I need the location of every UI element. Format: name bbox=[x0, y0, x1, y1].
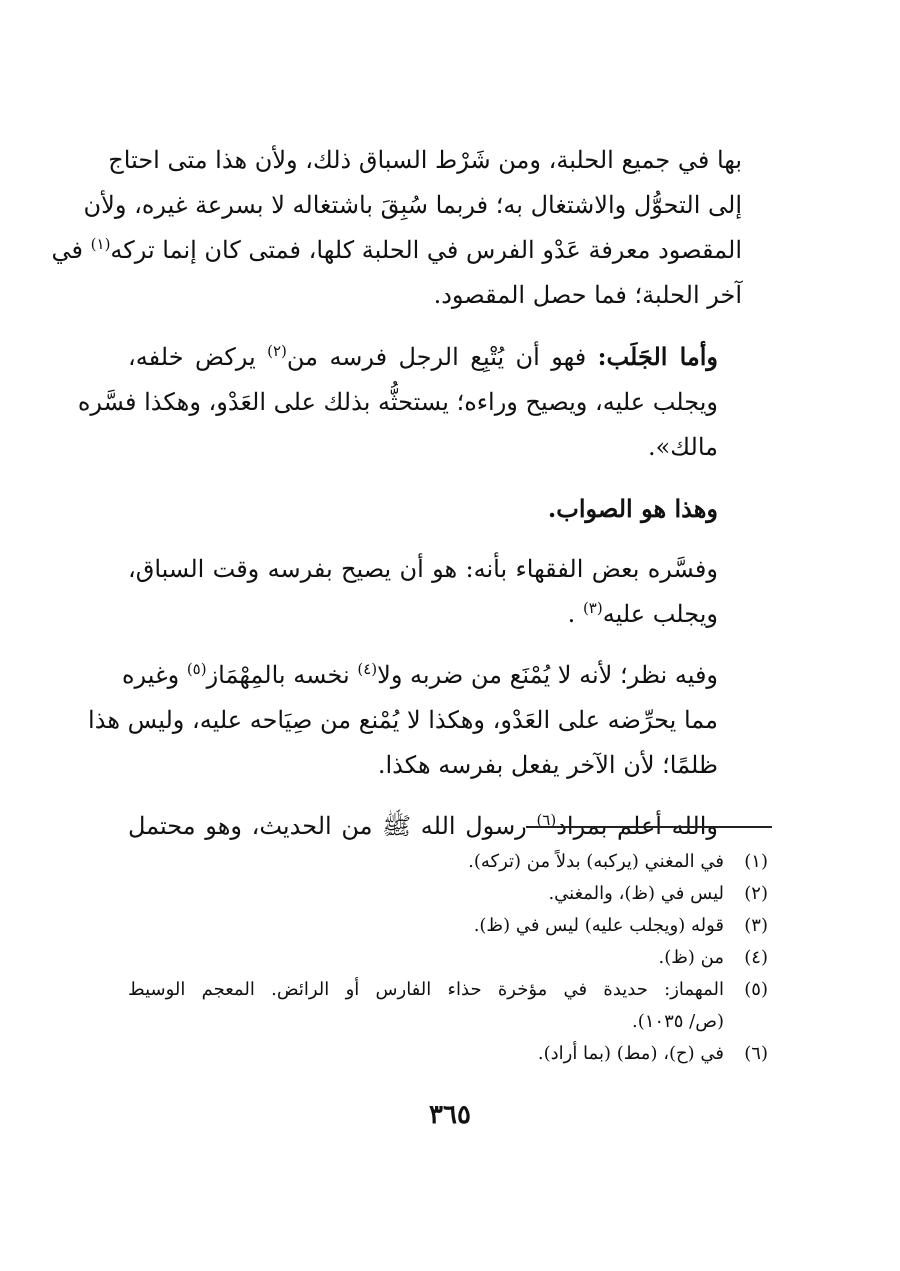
text-line bbox=[121, 653, 742, 698]
footnote-item bbox=[128, 910, 768, 942]
paragraph-3 bbox=[128, 486, 742, 531]
footnote-separator bbox=[526, 826, 772, 828]
footnote-line: قوله (ويجلب عليه) ليس في (ظ). bbox=[473, 915, 724, 936]
footnote-ref-2[interactable]: (٢) bbox=[267, 342, 287, 360]
footnote-item bbox=[128, 974, 768, 1038]
text-line: ظلمًا؛ لأن الآخر يفعل بفرسه هكذا. bbox=[377, 751, 718, 779]
text-segment: وغيره bbox=[121, 661, 180, 689]
footnote-line: في المغني (يركبه) بدلاً من (تركه). bbox=[468, 851, 724, 872]
paragraph-1 bbox=[51, 138, 742, 318]
footnote-line: في (ح)، (مط) (بما أراد). bbox=[537, 1043, 724, 1064]
text-line: آخر الحلبة؛ فما حصل المقصود. bbox=[433, 281, 742, 309]
text-segment: ويجلب عليه bbox=[602, 600, 718, 628]
footnote-text bbox=[128, 1038, 724, 1070]
text-segment: . bbox=[567, 600, 576, 628]
footnote-item bbox=[128, 942, 768, 974]
text-segment: المقصود معرفة عَدْو الفرس في الحلبة كلها، فمتى كان إنما تركه bbox=[110, 236, 742, 264]
text-segment: وفيه نظر؛ لأنه لا يُمْنَع من ضربه ولا bbox=[377, 661, 718, 689]
text-line bbox=[128, 334, 742, 380]
text-line bbox=[51, 228, 742, 273]
text-segment: رسول الله ﷺ من الحديث، وهو محتمل bbox=[128, 812, 527, 840]
text-line: مالك». bbox=[647, 433, 718, 461]
footnote-text bbox=[128, 942, 724, 974]
footnote-number: (٦) bbox=[744, 1043, 768, 1064]
footnote-ref-1[interactable]: (١) bbox=[90, 235, 111, 253]
page-number: ٣٦٥ bbox=[429, 1100, 471, 1130]
footnote-ref-6[interactable]: (٦) bbox=[536, 811, 557, 829]
text-segment: نخسه بالمِهْمَاز bbox=[206, 661, 350, 689]
footnote-number: (٥) bbox=[744, 979, 768, 1000]
paragraph-2 bbox=[77, 334, 742, 470]
footnote-text bbox=[128, 974, 724, 1038]
text-segment: يركض خلفه، bbox=[128, 343, 256, 371]
footnote-text bbox=[128, 878, 724, 910]
text-line: بها في جميع الحلبة، ومن شَرْط السباق ذلك، ولأن هذا متى احتاج bbox=[108, 146, 742, 174]
footnote-ref-4[interactable]: (٤) bbox=[357, 660, 378, 678]
main-text bbox=[51, 138, 742, 865]
footnote-ref-3[interactable]: (٣) bbox=[582, 599, 603, 617]
footnote-ref-5[interactable]: (٥) bbox=[186, 660, 207, 678]
footnote-item bbox=[128, 878, 768, 910]
footnote-number: (١) bbox=[744, 851, 768, 872]
paragraph-4 bbox=[128, 547, 742, 637]
text-segment: في bbox=[51, 236, 83, 264]
footnote-item bbox=[128, 846, 768, 878]
text-line: مما يحرِّضه على العَدْو، وهكذا لا يُمْنع من صِيَاحه عليه، وليس هذا bbox=[88, 706, 718, 734]
text-line bbox=[128, 592, 742, 637]
footnote-line: من (ظ). bbox=[658, 947, 724, 968]
text-line: وفسَّره بعض الفقهاء بأنه: هو أن يصيح بفرسه وقت السباق، bbox=[128, 555, 718, 583]
footnote-item bbox=[128, 1038, 768, 1070]
footnote-text bbox=[128, 910, 724, 942]
text-segment: فهو أن يُتْبِع الرجل فرسه من bbox=[286, 343, 587, 371]
footnote-number: (٢) bbox=[744, 883, 768, 904]
footnotes bbox=[128, 846, 768, 1070]
footnote-number: (٤) bbox=[744, 947, 768, 968]
section-term: وأما الجَلَب: bbox=[597, 342, 718, 371]
footnote-line: ليس في (ظ)، والمغني. bbox=[548, 883, 724, 904]
footnote-line: (ص/ ١٠٣٥). bbox=[632, 1011, 724, 1032]
footnote-number: (٣) bbox=[744, 915, 768, 936]
text-line: ويجلب عليه، ويصيح وراءه؛ يستحثُّه بذلك على العَدْو، وهكذا فسَّره bbox=[77, 388, 718, 416]
text-segment: والله أعلم بمراد bbox=[556, 812, 718, 840]
text-line: وهذا هو الصواب. bbox=[547, 494, 718, 523]
text-line: إلى التحوُّل والاشتغال به؛ فربما سُبِقَ باشتغاله لا بسرعة غيره، ولأن bbox=[83, 191, 742, 219]
footnote-text bbox=[128, 846, 724, 878]
paragraph-5 bbox=[88, 653, 742, 788]
footnote-line: المهماز: حديدة في مؤخرة حذاء الفارس أو الرائض. المعجم الوسيط bbox=[128, 979, 724, 1000]
